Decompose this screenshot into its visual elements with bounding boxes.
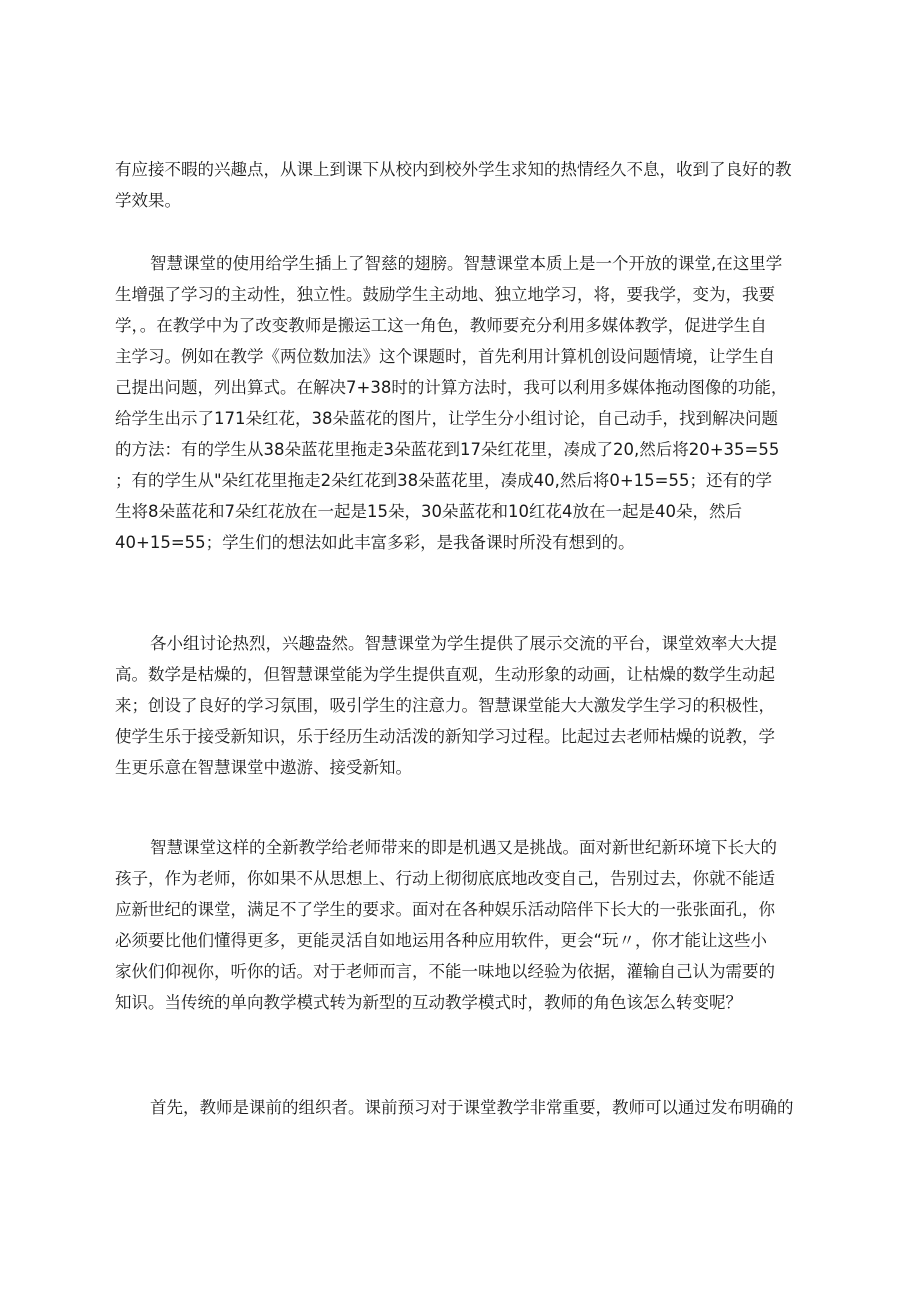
paragraph-line: 生更乐意在智慧课堂中遨游、接受新知。	[115, 758, 412, 777]
paragraph-line: 有应接不暇的兴趣点，从课上到课下从校内到校外学生求知的热情经久不息，收到了良好的教	[115, 160, 792, 179]
paragraph-line: 高。数学是枯燥的，但智慧课堂能为学生提供直观，生动形象的动画，让枯燥的数学生动起	[115, 665, 775, 684]
paragraph-line: 首先，教师是课前的组织者。课前预习对于课堂教学非常重要，教师可以通过发布明确的	[150, 1098, 794, 1117]
paragraph-line: 必须要比他们懂得更多，更能灵活自如地运用各种应用软件，更会“玩〃，你才能让这些小	[115, 931, 768, 950]
paragraph-4	[115, 832, 810, 1018]
paragraph-line: 学，。在教学中为了改变教师是搬运工这一角色，教师要充分利用多媒体教学，促进学生自	[115, 316, 767, 335]
paragraph-line: 生将8朵蓝花和7朵红花放在一起是15朵，30朵蓝花和10红花4放在一起是40朵，然后	[115, 502, 742, 521]
paragraph-line: 知识。当传统的单向教学模式转为新型的互动教学模式时，教师的角色该怎么转变呢？	[115, 993, 742, 1012]
paragraph-line: 的方法：有的学生从38朵蓝花里拖走3朵蓝花到17朵红花里，凑成了20,然后将20+35=55	[115, 440, 780, 459]
paragraph-line: ；有的学生从"朵红花里拖走2朵红花到38朵蓝花里，凑成40,然后将0+15=55；还有的学	[115, 471, 772, 490]
paragraph-line: 40+15=55；学生们的想法如此丰富多彩，是我备课时所没有想到的。	[115, 533, 635, 552]
paragraph-line: 己提出问题，列出算式。在解决7+38时的计算方法时，我可以利用多媒体拖动图像的功能，	[115, 378, 788, 397]
paragraph-line: 使学生乐于接受新知识，乐于经历生动活泼的新知学习过程。比起过去老师枯燥的说教，学	[115, 727, 775, 746]
paragraph-5	[115, 1092, 810, 1123]
paragraph-line: 家伙们仰视你，听你的话。对于老师而言，不能一味地以经验为依据，灌输自己认为需要的	[115, 962, 775, 981]
paragraph-line: 学效果。	[115, 191, 181, 210]
paragraph-line: 来；创设了良好的学习氛围，吸引学生的注意力。智慧课堂能大大激发学生学习的积极性，	[115, 696, 775, 715]
paragraph-1	[115, 154, 810, 216]
paragraph-line: 给学生出示了171朵红花，38朵蓝花的图片，让学生分小组讨论，自己动手，找到解决问题	[115, 409, 778, 428]
paragraph-line: 各小组讨论热烈，兴趣盎然。智慧课堂为学生提供了展示交流的平台，课堂效率大大提	[150, 634, 777, 653]
paragraph-2	[115, 248, 810, 558]
paragraph-3	[115, 628, 810, 783]
paragraph-line: 生增强了学习的主动性，独立性。鼓励学生主动地、独立地学习，将，要我学，变为，我要	[115, 285, 775, 304]
paragraph-line: 孩子，作为老师，你如果不从思想上、行动上彻彻底底地改变自己，告别过去，你就不能适	[115, 869, 775, 888]
paragraph-line: 智慧课堂的使用给学生插上了智慈的翅膀。智慧课堂本质上是一个开放的课堂,在这里学	[150, 254, 783, 273]
paragraph-line: 应新世纪的课堂，满足不了学生的要求。面对在各种娱乐活动陪伴下长大的一张张面孔，你	[115, 900, 775, 919]
paragraph-line: 主学习。例如在教学《两位数加法》这个课题时，首先利用计算机创设问题情境，让学生自	[115, 347, 775, 366]
paragraph-line: 智慧课堂这样的全新教学给老师带来的即是机遇又是挑战。面对新世纪新环境下长大的	[150, 838, 777, 857]
